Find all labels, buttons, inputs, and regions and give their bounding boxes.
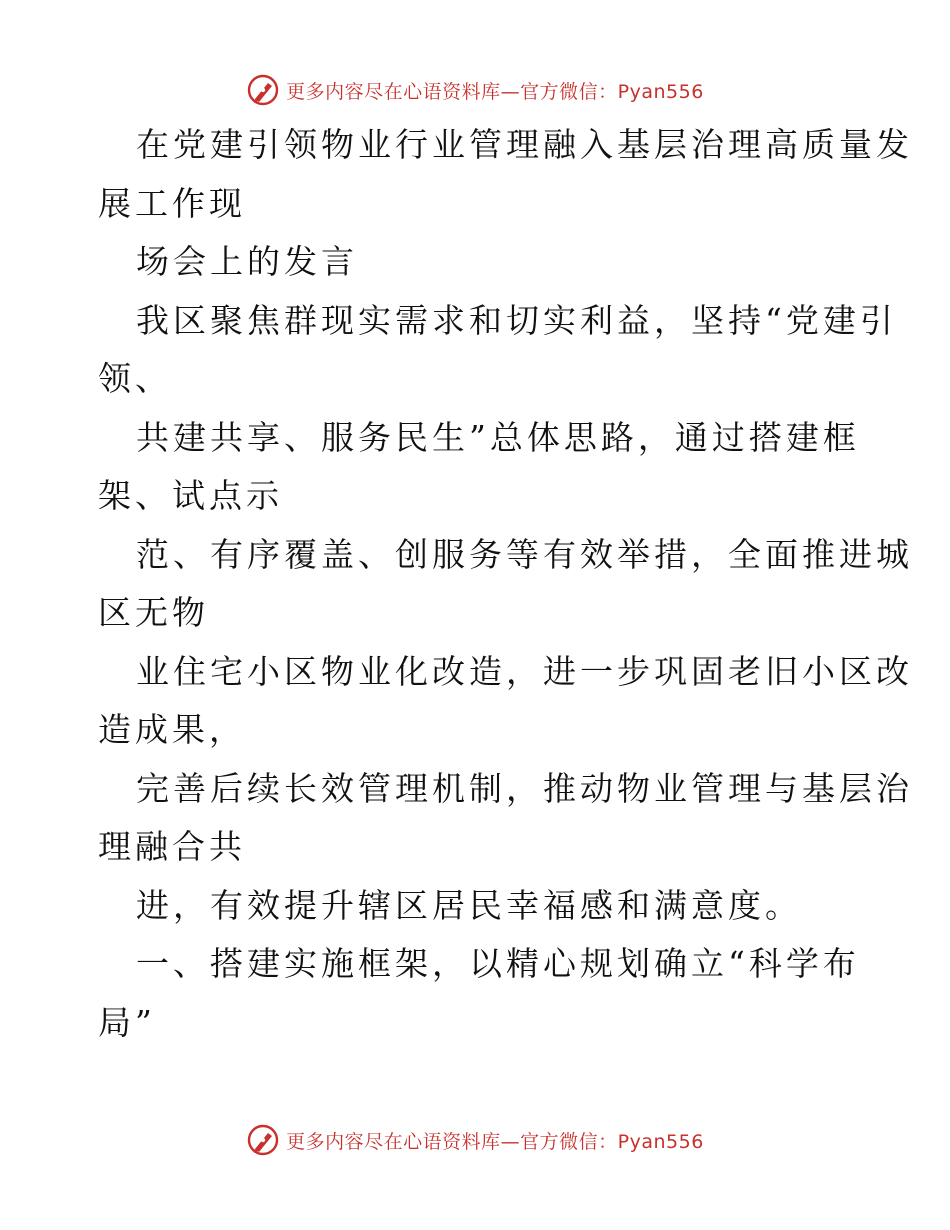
header-watermark [0,72,950,108]
text-line: 展工作现 [98,183,246,223]
text-line: 范、有序覆盖、创服务等有效举措，全面推进城 [136,534,913,574]
text-line: 进，有效提升辖区居民幸福感和满意度。 [136,885,802,925]
watermark-wechat-text: 官方微信：Pyan556 [520,1130,704,1153]
watermark-text [286,77,704,104]
text-line: 区无物 [98,593,209,632]
watermark-main-text: 更多内容尽在心语资料库 [286,80,501,103]
text-line: 理融合共 [98,827,246,866]
text-line: 我区聚焦群现实需求和切实利益，坚持“党建引 [136,300,897,340]
pen-logo-icon [246,73,280,107]
document-body [98,116,913,1052]
pen-logo-icon [246,1123,280,1157]
watermark-main-text: 更多内容尽在心语资料库 [286,1130,501,1153]
text-line: 一、搭建实施框架，以精心规划确立“科学布 [136,944,860,983]
watermark-separator: — [500,1130,521,1153]
text-line: 局” [98,1002,156,1042]
text-line: 架、试点示 [98,476,283,515]
watermark-text [286,1127,704,1154]
text-line: 场会上的发言 [136,242,358,281]
text-line: 完善后续长效管理机制，推动物业管理与基层治 [136,768,913,808]
text-line: 业住宅小区物业化改造，进一步巩固老旧小区改 [136,651,913,691]
text-line: 造成果， [98,710,246,749]
text-line: 领、 [98,359,172,398]
watermark-wechat-text: 官方微信：Pyan556 [520,80,704,103]
text-line: 在党建引领物业行业管理融入基层治理高质量发 [136,125,913,164]
watermark-separator: — [500,80,521,103]
footer-watermark [0,1122,950,1158]
text-line: 共建共享、服务民生”总体思路，通过搭建框 [136,417,860,457]
